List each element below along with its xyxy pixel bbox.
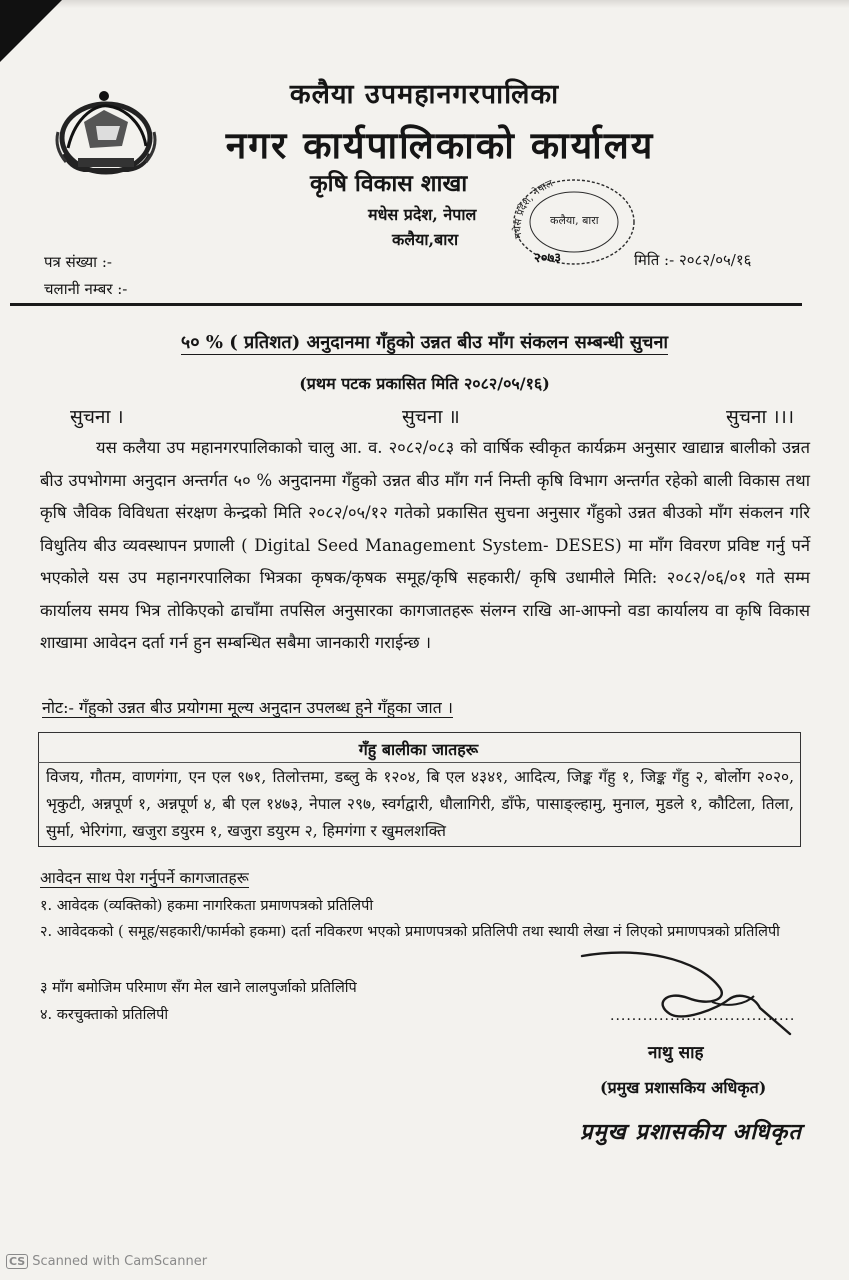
first-published-date: (प्रथम पटक प्रकासित मिति २०८२/०५/१६) (299, 374, 550, 393)
camscanner-text: Scanned with CamScanner (32, 1254, 208, 1269)
title-stamp: प्रमुख प्रशासकीय अधिकृत (580, 1119, 802, 1145)
documents-heading-text: आवेदन साथ पेश गर्नुपर्ने कागजातहरू (40, 869, 249, 887)
camscanner-badge: CS (6, 1254, 28, 1269)
stamp-arc-text: मधेस प्रदेश, नेपाल (512, 178, 555, 240)
office-seal-stamp (500, 166, 642, 270)
header-divider (10, 303, 802, 306)
documents-heading (40, 866, 249, 888)
signature-line: .................................. (610, 1008, 796, 1024)
issue-date: मिति :- २०८२/०५/१६ (634, 251, 752, 269)
svg-text:मधेस प्रदेश, नेपाल (512, 178, 555, 239)
province-name: मधेस प्रदेश, नेपाल (368, 205, 477, 224)
notice-body: यस कलैया उप महानगरपालिकाको चालु आ. व. २०८२/०८३ को वार्षिक स्वीकृत कार्यक्रम अनुसार खाद्यान्न बालीको उन्नत बीउ उपभोगमा अनुदान अन्तर्गत ५० % अनुदानमा गँहुको उन्नत बीउ माँग गर्न निम्ती कृषि विभाग अन्तर्गत रहेको बाली विकास तथा कृषि जैविक विविधता संरक्षण केन्द्रको मिति २०८२/०५/१२ गतेको प्रकासित सुचना अनुसार गँहुको उन्नत बीउको माँग संकलन गरि विधुतिय बीउ व्यवस्थापन प्रणाली ( Digital Seed Management System- DESES) मा माँग विवरण प्रविष्ट गर्नु पर्ने भएकोले यस उप महानगरपालिका भित्रका कृषक/कृषक समूह/कृषि सहकारी/ कृषि उधामीले मिति: २०८२/०६/०१ गते सम्म कार्यालय समय भित्र तोकिएको ढाचाँमा तपसिल अनुसारका कागजातहरू संलग्न राखि आ-आफ्नो वडा कार्यालय वा कृषि विकास शाखामा आवेदन दर्ता गर्न हुन सम्बन्धित सबैमा जानकारी गराईन्छ । (40, 438, 810, 652)
notice-word-2: सुचना ॥ (402, 406, 460, 428)
municipality-name: कलैया उपमहानगरपालिका (289, 79, 560, 110)
letter-number-label: पत्र संख्या :- (44, 253, 112, 271)
notice-word-1: सुचना । (70, 406, 124, 428)
note (42, 696, 453, 718)
branch-name: कृषि विकास शाखा (310, 170, 468, 197)
varieties-list: विजय, गौतम, वाणगंगा, एन एल ९७१, तिलोत्तमा, डब्लु के १२०४, बि एल ४३४१, आदित्य, जिङ्क गँहु १, जिङ्क गँहु २, बोर्लोग २०२०, भृकुटी, अन्नपूर्ण १, अन्नपूर्ण ४, बी एल १४७३, नेपाल २९७, स्वर्गद्वारी, धौलागिरी, डाँफे, पासाङ्ल्हामु, मुनाल, मुडले १, कौटिला, तिला, सुर्मा, भेरिगंगा, खजुरा डयुरम १, खजुरा डयुरम २, हिमगंगा र खुमलशक्ति (46, 768, 794, 840)
signatory-title: (प्रमुख प्रशासकिय अधिकृत) (600, 1078, 767, 1097)
document-item-3: ३ माँग बमोजिम परिमाण सँग मेल खाने लालपुर्जाको प्रतिलिपि (40, 980, 357, 996)
note-text: नोट:- गँहुको उन्नत बीउ प्रयोगमा मूल्य अनुदान उपलब्ध हुने गँहुका जात । (42, 698, 453, 717)
camscanner-watermark (6, 1254, 207, 1269)
varieties-divider (38, 762, 800, 763)
document-item-2: २. आवेदकको ( समूह/सहकारी/फार्मको हकमा) दर्ता नविकरण भएको प्रमाणपत्रको प्रतिलिपी तथा स्थायी लेखा नं लिएको प्रमाणपत्रको प्रतिलिपी (40, 924, 780, 940)
dispatch-number-label: चलानी नम्बर :- (44, 280, 128, 298)
signatory-name: नाथु साह (648, 1043, 704, 1063)
document-item-4: ४. करचुक्ताको प्रतिलिपी (40, 1007, 169, 1023)
notice-subject (0, 330, 849, 354)
varieties-title: गँहु बालीका जातहरू (358, 740, 479, 759)
page-top-edge (0, 0, 849, 8)
notice-subject-text: ५० % ( प्रतिशत) अनुदानमा गँहुको उन्नत बीउ माँग संकलन सम्बन्धी सुचना (180, 332, 669, 353)
office-name: नगर कार्यपालिकाको कार्यालय (225, 123, 655, 167)
stamp-year: २०७३ (534, 251, 562, 266)
notice-word-3: सुचना ।।। (726, 406, 795, 428)
place-name: कलैया,बारा (392, 230, 459, 249)
stamp-center-text: कलैया, बारा (550, 214, 599, 227)
folded-corner (0, 0, 62, 62)
document-item-1: १. आवेदक (व्यक्तिको) हकमा नागरिकता प्रमाणपत्रको प्रतिलिपी (40, 898, 374, 914)
